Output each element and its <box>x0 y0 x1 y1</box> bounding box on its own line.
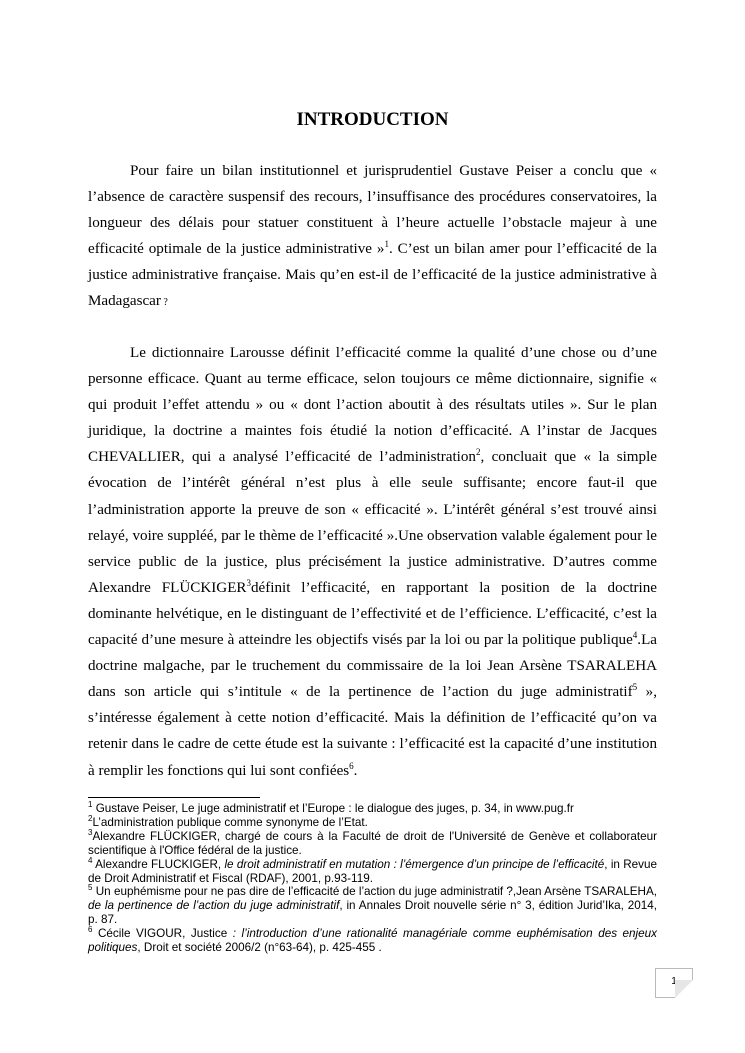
footnote-text: Cécile VIGOUR, Justice <box>92 927 228 941</box>
footnote-ref-5[interactable]: 5 <box>632 682 638 693</box>
footnote-number: 3 <box>88 827 93 837</box>
footnote-italic: de la pertinence de l’action du juge administratif <box>88 899 340 913</box>
paragraph-2-text-a: Le dictionnaire Larousse définit l’efficacité comme la qualité d’une chose ou d’une personne efficace. Quant au terme efficace, selon toujours ce même dictionnaire, signifie « qui produit l’effet attendu » ou « dont l’action aboutit à des résultats utiles ». Sur le plan juridique, la doctrine a maintes fois étudié la notion d’efficacité. A l’instar de Jacques CHEVALLIER, qui a analysé l’efficacité de l’administration <box>88 345 657 466</box>
paragraph-2-text-d: .La doctrine malgache, par le truchement du commissaire de la loi Jean Arsène TSARALEHA dans son article qui s’intitule « de la pertinence de l’action du juge administratif <box>88 632 657 701</box>
footnote-number: 2 <box>88 814 93 824</box>
footnote-ref-1[interactable]: 1 <box>384 239 389 250</box>
paragraph-2-text-c: définit l’efficacité, en rapportant la position de la doctrine dominante helvétique, en le distinguant de l’effectivité et de l’efficience. L’efficacité, c’est la capacité d’une mesure à atteindre les objectifs visés par la loi ou par la politique publique <box>88 579 658 649</box>
footnote-text: , Droit et société 2006/2 (n°63-64), p. 425-455 . <box>137 941 382 955</box>
footnote-text: , in Revue de Droit Administratif et Fiscal (RDAF), 2001, p.93-119. <box>88 857 657 885</box>
page-number-box <box>655 968 693 998</box>
footnote-2 <box>88 816 657 830</box>
footnote-number: 4 <box>88 855 93 865</box>
footnote-text: Un euphémisme pour ne pas dire de l’efficacité de l’action du juge administratif ?,Jean Arsène TSARALEHA, <box>92 885 657 899</box>
footnotes <box>88 802 657 955</box>
paragraph-1-text-b: . C’est un bilan amer pour l’efficacité de la justice administrative française. Mais qu’en est-il de l’efficacité de la justice administrative à Madagascar <box>88 241 657 310</box>
footnote-4 <box>88 855 657 886</box>
paragraph-2 <box>88 340 657 784</box>
footnote-3 <box>88 827 657 858</box>
paragraph-1-text-a: Pour faire un bilan institutionnel et jurisprudentiel Gustave Peiser a conclu que « l’absence de caractère suspensif des recours, l’insuffisance des procédures conservatoires, la longueur des délais pour statuer constituent à l’heure actuelle l’obstacle majeur à une efficacité optimale de la justice administrative » <box>88 163 657 258</box>
page-number: 1 <box>671 976 677 987</box>
footnote-5 <box>88 885 657 927</box>
footnote-number: 5 <box>88 883 93 893</box>
paragraph-2-text-f: . <box>353 762 358 779</box>
footnote-text: L’administration publique comme synonyme de l’Etat. <box>92 815 368 829</box>
footnote-ref-2[interactable]: 2 <box>475 447 481 458</box>
footnote-ref-4[interactable]: 4 <box>632 630 638 640</box>
footnote-number: 1 <box>88 800 93 810</box>
footnote-text: Alexandre FLUCKIGER, <box>92 857 225 871</box>
footnote-1 <box>88 802 657 816</box>
footnote-text: Alexandre FLÜCKIGER, chargé de cours à la Faculté de droit de l'Université de Genève et collaborateur scientifique à l'Office fédéral de la justice. <box>88 829 657 857</box>
footnote-ref-6[interactable]: 6 <box>349 760 354 771</box>
footnote-6 <box>88 927 657 955</box>
paragraph-1-question: ? <box>160 297 168 309</box>
footnote-italic: : l’introduction d’une rationalité managériale comme euphémisation des enjeux politiques <box>88 927 657 955</box>
footnote-text: , in Annales Droit nouvelle série n° 3, édition Jurid’Ika, 2014, p. 87. <box>88 899 657 927</box>
footnote-number: 6 <box>88 925 93 935</box>
paragraph-1 <box>88 158 657 317</box>
footnote-separator <box>88 797 260 798</box>
paragraph-2-text-b: , concluait que « la simple évocation de l’intérêt général n’est plus à elle seule suffisante; encore faut-il que l’administration apporte la preuve de son « efficacité ». L’intérêt général s’est trouvé ainsi relayé, voire suppléé, par le thème de l’efficacité ».Une observation valable également pour le service public de la justice, plus précisément la justice administrative. D’autres comme Alexandre FLÜCKIGER <box>88 449 657 596</box>
page-title: INTRODUCTION <box>296 109 449 130</box>
footnote-italic: le droit administratif en mutation : l’émergence d’un principe de l’efficacité <box>224 857 605 871</box>
paragraph-2-text-e: », s’intéresse également à cette notion d’efficacité. Mais la définition de l’efficacité qu’on va retenir dans le cadre de cette étude est la suivante : l’efficacité est la capacité d’une institution à remplir les fonctions qui lui sont confiées <box>88 684 658 779</box>
footnote-ref-3[interactable]: 3 <box>246 577 251 588</box>
footnote-text: Gustave Peiser, Le juge administratif et l’Europe : le dialogue des juges, p. 34, in www.pug.fr <box>92 802 574 815</box>
